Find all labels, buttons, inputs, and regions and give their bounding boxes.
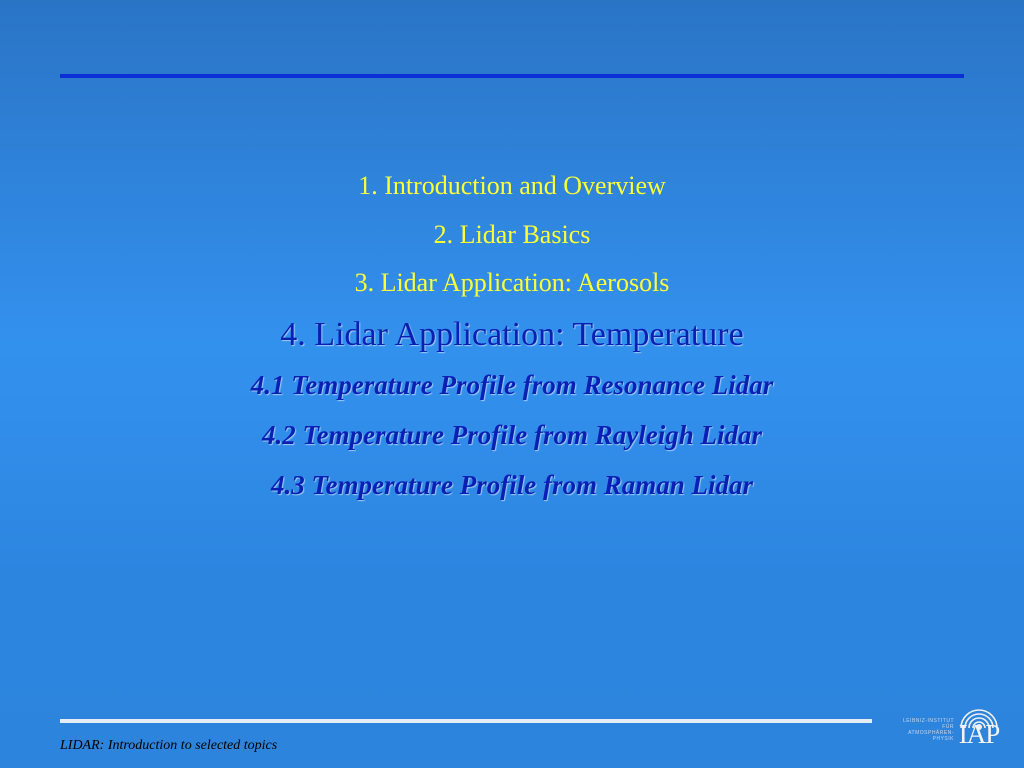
logo-emblem — [954, 696, 1004, 754]
agenda-subitem-1: 4.1 Temperature Profile from Resonance Lidar — [250, 369, 774, 400]
logo-institute-lines: LEIBNIZ-INSTITUT FÜR ATMOSPHÄREN- PHYSIK — [902, 718, 954, 742]
footer-caption: LIDAR: Introduction to selected topics — [60, 738, 278, 753]
agenda-item-2: 2. Lidar Basics — [433, 219, 591, 249]
top-divider — [60, 74, 964, 78]
agenda-subitem-2: 4.2 Temperature Profile from Rayleigh Lidar — [262, 419, 762, 450]
iap-logo — [890, 696, 1008, 756]
logo-letters: IAP — [958, 719, 1000, 749]
agenda-list — [0, 162, 1024, 510]
agenda-subitem-3: 4.3 Temperature Profile from Raman Lidar — [270, 469, 753, 500]
agenda-item-3: 3. Lidar Application: Aerosols — [354, 268, 670, 297]
bottom-divider — [60, 719, 872, 723]
agenda-item-current: 4. Lidar Application: Temperature — [280, 315, 744, 353]
agenda-item-1: 1. Introduction and Overview — [358, 171, 666, 200]
